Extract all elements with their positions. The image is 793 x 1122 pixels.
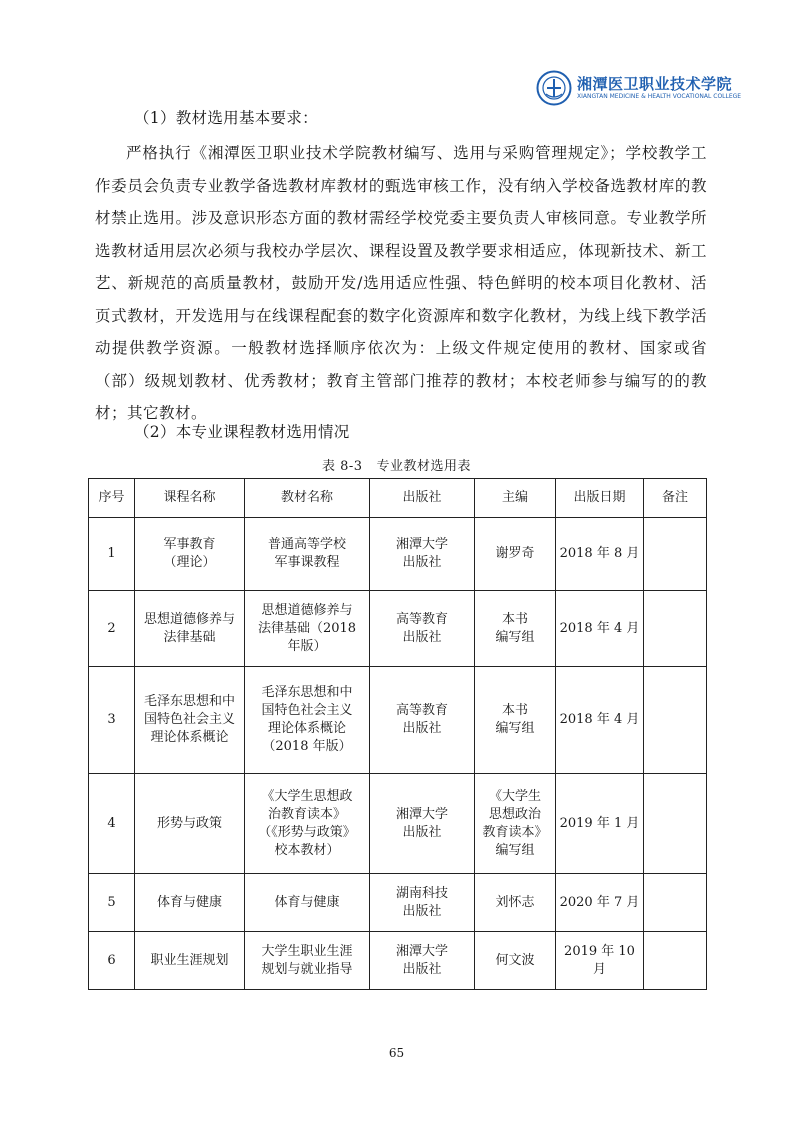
table-cell <box>644 591 707 667</box>
table-cell <box>644 932 707 990</box>
section-2-heading: （2）本专业课程教材选用情况 <box>134 423 350 441</box>
header-cell: 备注 <box>644 479 707 518</box>
section-1-heading: （1）教材选用基本要求： <box>134 109 318 127</box>
page-number: 65 <box>388 1046 405 1060</box>
table-cell: 5 <box>89 874 135 932</box>
table-cell <box>644 667 707 774</box>
table-cell <box>644 874 707 932</box>
table-cell: 毛泽东思想和中 国特色社会主义 理论体系概论 <box>135 667 245 774</box>
table-row <box>89 874 707 932</box>
table-cell: 何文波 <box>475 932 556 990</box>
table-cell: 谢罗奇 <box>475 518 556 591</box>
college-logo <box>536 70 742 110</box>
table-header-row <box>89 479 707 518</box>
table-cell: 高等教育 出版社 <box>370 667 475 774</box>
table-cell: 2020 年 7 月 <box>556 874 644 932</box>
table-cell: 2 <box>89 591 135 667</box>
table-row <box>89 932 707 990</box>
table-cell: 本书 编写组 <box>475 591 556 667</box>
table-cell <box>644 774 707 874</box>
table-cell: 本书 编写组 <box>475 667 556 774</box>
table-cell: 2019 年 10 月 <box>556 932 644 990</box>
table-cell: 大学生职业生涯 规划与就业指导 <box>245 932 370 990</box>
header-cell: 主编 <box>475 479 556 518</box>
table-cell: 形势与政策 <box>135 774 245 874</box>
textbook-table <box>88 478 707 990</box>
table-cell: 体育与健康 <box>135 874 245 932</box>
table-cell: 2018 年 4 月 <box>556 591 644 667</box>
table-cell: 思想道德修养与 法律基础 <box>135 591 245 667</box>
table-cell: 普通高等学校 军事课教程 <box>245 518 370 591</box>
table-cell: 思想道德修养与 法律基础（2018 年版） <box>245 591 370 667</box>
logo-english-name: XIANGTAN MEDICINE & HEALTH VOCATIONAL COLLEGE <box>577 93 742 100</box>
table-cell: 4 <box>89 774 135 874</box>
table-cell: 军事教育 （理论） <box>135 518 245 591</box>
table-cell: 湘潭大学 出版社 <box>370 518 475 591</box>
table-caption <box>0 455 793 474</box>
table-cell: 2018 年 8 月 <box>556 518 644 591</box>
table-row <box>89 667 707 774</box>
table-cell: 《大学生思想政 治教育读本》 （《形势与政策》 校本教材） <box>245 774 370 874</box>
table-caption-title: 专业教材选用表 <box>376 459 472 474</box>
table-cell: 湘潭大学 出版社 <box>370 932 475 990</box>
table-cell: 毛泽东思想和中 国特色社会主义 理论体系概论 （2018 年版） <box>245 667 370 774</box>
section-1-paragraph: 严格执行《湘潭医卫职业技术学院教材编写、选用与采购管理规定》；学校教学工作委员会负责专业教学备选教材库教材的甄选审核工作，没有纳入学校备选教材库的教材禁止选用。涉及意识形态方面的教材需经学校党委主要负责人审核同意。专业教学所选教材适用层次必须与我校办学层次、课程设置及教学要求相适应，体现新技术、新工艺、新规范的高质量教材，鼓励开发/选用适应性强、特色鲜明的校本项目化教材、活页式教材，开发选用与在线课程配套的数字化资源库和数字化教材，为线上线下教学活动提供教学资源。一般教材选择顺序依次为：上级文件规定使用的教材、国家或省（部）级规划教材、优秀教材；教育主管部门推荐的教材；本校老师参与编写的的教材；其它教材。 <box>95 144 707 422</box>
header-cell: 序号 <box>89 479 135 518</box>
table-cell: 职业生涯规划 <box>135 932 245 990</box>
table-cell: 1 <box>89 518 135 591</box>
table-cell: 湘潭大学 出版社 <box>370 774 475 874</box>
header-cell: 教材名称 <box>245 479 370 518</box>
college-emblem-icon <box>536 70 572 106</box>
table-cell: 2018 年 4 月 <box>556 667 644 774</box>
table-cell: 6 <box>89 932 135 990</box>
table-row <box>89 518 707 591</box>
table-row <box>89 774 707 874</box>
table-cell <box>644 518 707 591</box>
header-cell: 课程名称 <box>135 479 245 518</box>
table-cell: 2019 年 1 月 <box>556 774 644 874</box>
table-cell: 刘怀志 <box>475 874 556 932</box>
table-cell: 高等教育 出版社 <box>370 591 475 667</box>
table-row <box>89 591 707 667</box>
table-caption-number: 表 8-3 <box>321 459 363 474</box>
table-cell: 湖南科技 出版社 <box>370 874 475 932</box>
header-cell: 出版社 <box>370 479 475 518</box>
logo-chinese-name: 湘潭医卫职业技术学院 <box>577 75 733 93</box>
header-cell: 出版日期 <box>556 479 644 518</box>
table-cell: 《大学生 思想政治 教育读本》 编写组 <box>475 774 556 874</box>
table-cell: 3 <box>89 667 135 774</box>
table-cell: 体育与健康 <box>245 874 370 932</box>
